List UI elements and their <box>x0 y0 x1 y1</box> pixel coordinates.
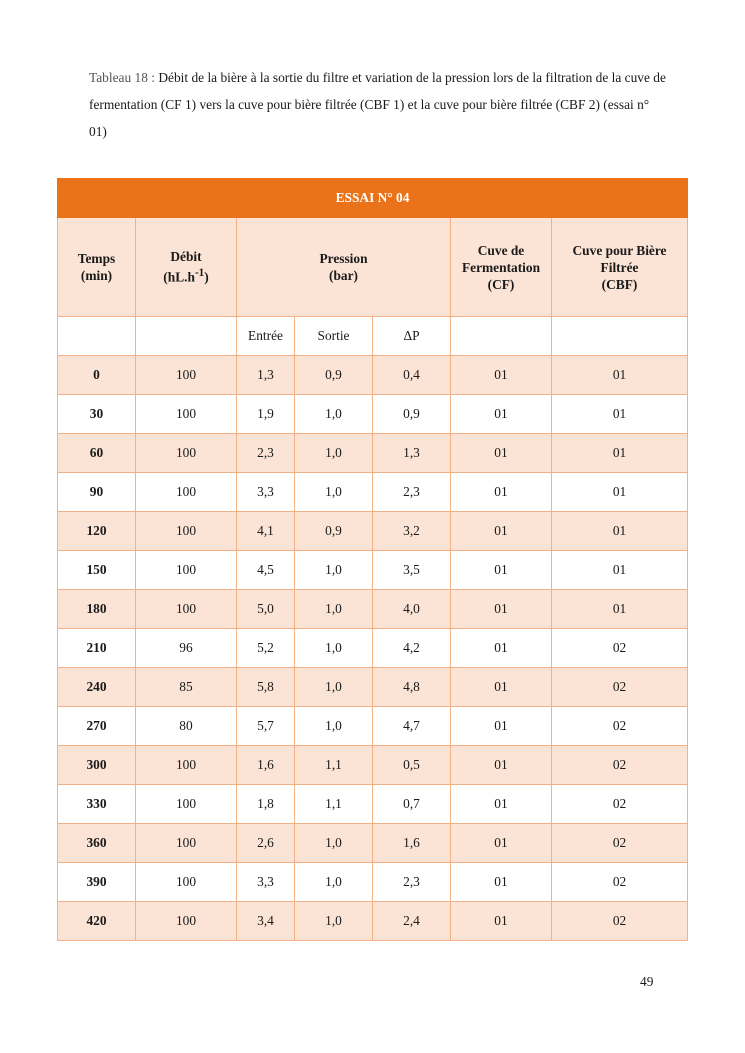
header-cf-line3: (CF) <box>487 276 515 292</box>
cell-entree: 3,3 <box>237 473 295 512</box>
cell-temps: 300 <box>58 746 136 785</box>
cell-delta: 0,7 <box>373 785 451 824</box>
cell-entree: 1,9 <box>237 395 295 434</box>
cell-temps: 180 <box>58 590 136 629</box>
cell-sortie: 1,0 <box>295 863 373 902</box>
cell-temps: 360 <box>58 824 136 863</box>
cell-cf: 01 <box>451 395 552 434</box>
cell-temps: 90 <box>58 473 136 512</box>
cell-sortie: 1,0 <box>295 629 373 668</box>
cell-cf: 01 <box>451 473 552 512</box>
cell-entree: 4,5 <box>237 551 295 590</box>
table-row <box>58 551 688 590</box>
cell-sortie: 1,0 <box>295 434 373 473</box>
cell-entree: 4,1 <box>237 512 295 551</box>
header-cf-line1: Cuve de <box>477 242 525 258</box>
cell-temps: 420 <box>58 902 136 941</box>
cell-delta: 0,4 <box>373 356 451 395</box>
cell-cbf: 01 <box>552 590 688 629</box>
page-number: 49 <box>640 974 654 989</box>
cell-debit: 80 <box>136 707 237 746</box>
cell-cbf: 02 <box>552 902 688 941</box>
cell-debit: 100 <box>136 590 237 629</box>
cell-sortie: 1,0 <box>295 473 373 512</box>
header-debit-line1: Débit <box>170 249 202 265</box>
header-pression <box>237 218 451 317</box>
cell-temps: 210 <box>58 629 136 668</box>
cell-delta: 4,8 <box>373 668 451 707</box>
cell-delta: 4,2 <box>373 629 451 668</box>
table-row <box>58 785 688 824</box>
cell-delta: 1,3 <box>373 434 451 473</box>
table-row <box>58 473 688 512</box>
cell-debit: 100 <box>136 356 237 395</box>
cell-temps: 240 <box>58 668 136 707</box>
table-title-row <box>58 179 688 218</box>
cell-debit: 100 <box>136 902 237 941</box>
subheader-empty-cbf <box>552 317 688 356</box>
cell-debit: 100 <box>136 512 237 551</box>
cell-cbf: 02 <box>552 863 688 902</box>
cell-sortie: 1,0 <box>295 707 373 746</box>
cell-cf: 01 <box>451 434 552 473</box>
header-cbf-line1: Cuve pour Bière <box>572 242 667 258</box>
cell-sortie: 0,9 <box>295 512 373 551</box>
header-cf-line2: Fermentation <box>461 259 541 275</box>
table-row <box>58 629 688 668</box>
cell-cbf: 01 <box>552 434 688 473</box>
cell-sortie: 1,0 <box>295 902 373 941</box>
header-pression-line2: (bar) <box>328 268 358 283</box>
header-cbf-line2: Filtrée <box>600 259 639 275</box>
cell-entree: 2,3 <box>237 434 295 473</box>
cell-sortie: 1,0 <box>295 395 373 434</box>
cell-debit: 100 <box>136 863 237 902</box>
header-debit-unit-close: ) <box>204 269 209 285</box>
cell-delta: 4,0 <box>373 590 451 629</box>
cell-entree: 5,8 <box>237 668 295 707</box>
table-row <box>58 590 688 629</box>
header-pression-line1: Pression <box>319 251 368 266</box>
caption-label: Tableau 18 : <box>89 70 155 85</box>
cell-debit: 85 <box>136 668 237 707</box>
cell-sortie: 0,9 <box>295 356 373 395</box>
subheader-entree: Entrée <box>237 317 295 356</box>
cell-temps: 60 <box>58 434 136 473</box>
cell-delta: 2,3 <box>373 863 451 902</box>
cell-sortie: 1,0 <box>295 824 373 863</box>
cell-cf: 01 <box>451 746 552 785</box>
table-row <box>58 863 688 902</box>
cell-debit: 100 <box>136 473 237 512</box>
cell-entree: 3,4 <box>237 902 295 941</box>
cell-cbf: 02 <box>552 785 688 824</box>
cell-cbf: 02 <box>552 824 688 863</box>
table-row <box>58 824 688 863</box>
header-debit-unit: (hL.h <box>163 269 195 285</box>
table-row <box>58 512 688 551</box>
cell-entree: 5,7 <box>237 707 295 746</box>
header-debit <box>136 218 237 317</box>
cell-delta: 0,9 <box>373 395 451 434</box>
subheader-delta: ΔP <box>373 317 451 356</box>
cell-debit: 100 <box>136 824 237 863</box>
cell-cbf: 01 <box>552 551 688 590</box>
cell-delta: 4,7 <box>373 707 451 746</box>
header-debit-sup: -1 <box>194 267 205 280</box>
cell-cf: 01 <box>451 512 552 551</box>
cell-cbf: 01 <box>552 356 688 395</box>
cell-debit: 96 <box>136 629 237 668</box>
cell-cf: 01 <box>451 551 552 590</box>
cell-sortie: 1,0 <box>295 590 373 629</box>
table-row <box>58 746 688 785</box>
filtration-table <box>57 178 688 941</box>
cell-debit: 100 <box>136 395 237 434</box>
cell-delta: 2,4 <box>373 902 451 941</box>
cell-cf: 01 <box>451 707 552 746</box>
cell-entree: 3,3 <box>237 863 295 902</box>
cell-entree: 1,6 <box>237 746 295 785</box>
cell-cf: 01 <box>451 902 552 941</box>
cell-debit: 100 <box>136 551 237 590</box>
cell-delta: 2,3 <box>373 473 451 512</box>
table-row <box>58 902 688 941</box>
cell-sortie: 1,1 <box>295 746 373 785</box>
cell-cf: 01 <box>451 668 552 707</box>
cell-temps: 150 <box>58 551 136 590</box>
cell-cbf: 02 <box>552 629 688 668</box>
cell-cbf: 01 <box>552 512 688 551</box>
cell-delta: 3,2 <box>373 512 451 551</box>
cell-entree: 2,6 <box>237 824 295 863</box>
cell-entree: 5,0 <box>237 590 295 629</box>
cell-debit: 100 <box>136 434 237 473</box>
table-row <box>58 434 688 473</box>
cell-entree: 1,8 <box>237 785 295 824</box>
cell-debit: 100 <box>136 785 237 824</box>
subheader-empty-temps <box>58 317 136 356</box>
header-cbf <box>552 218 688 317</box>
header-row <box>58 218 688 317</box>
cell-temps: 120 <box>58 512 136 551</box>
cell-cf: 01 <box>451 356 552 395</box>
subheader-empty-cf <box>451 317 552 356</box>
header-cbf-line3: (CBF) <box>601 276 638 292</box>
header-temps-line2: (min) <box>80 268 113 283</box>
cell-sortie: 1,0 <box>295 668 373 707</box>
cell-cbf: 01 <box>552 395 688 434</box>
table-row <box>58 707 688 746</box>
subheader-sortie: Sortie <box>295 317 373 356</box>
table-row <box>58 356 688 395</box>
cell-cbf: 02 <box>552 668 688 707</box>
cell-cbf: 01 <box>552 473 688 512</box>
cell-sortie: 1,0 <box>295 551 373 590</box>
cell-entree: 1,3 <box>237 356 295 395</box>
cell-temps: 30 <box>58 395 136 434</box>
cell-cbf: 02 <box>552 746 688 785</box>
cell-debit: 100 <box>136 746 237 785</box>
subheader-row <box>58 317 688 356</box>
cell-temps: 0 <box>58 356 136 395</box>
cell-sortie: 1,1 <box>295 785 373 824</box>
header-temps-line1: Temps <box>77 251 116 266</box>
table-row <box>58 668 688 707</box>
cell-delta: 3,5 <box>373 551 451 590</box>
header-cf <box>451 218 552 317</box>
cell-cf: 01 <box>451 590 552 629</box>
cell-cf: 01 <box>451 785 552 824</box>
cell-cf: 01 <box>451 824 552 863</box>
subheader-empty-debit <box>136 317 237 356</box>
cell-temps: 330 <box>58 785 136 824</box>
cell-cbf: 02 <box>552 707 688 746</box>
cell-delta: 1,6 <box>373 824 451 863</box>
cell-entree: 5,2 <box>237 629 295 668</box>
table-row <box>58 395 688 434</box>
table-title: ESSAI N° 04 <box>58 179 688 218</box>
cell-temps: 270 <box>58 707 136 746</box>
header-temps <box>58 218 136 317</box>
caption-text: Débit de la bière à la sortie du filtre et variation de la pression lors de la filtration de la cuve de fermentation (CF 1) vers la cuve pour bière filtrée (CBF 1) et la cuve pour bière filtrée (CBF 2) (essai n° 01) <box>89 70 666 139</box>
cell-cf: 01 <box>451 629 552 668</box>
cell-delta: 0,5 <box>373 746 451 785</box>
cell-cf: 01 <box>451 863 552 902</box>
cell-temps: 390 <box>58 863 136 902</box>
table-caption <box>89 64 669 145</box>
